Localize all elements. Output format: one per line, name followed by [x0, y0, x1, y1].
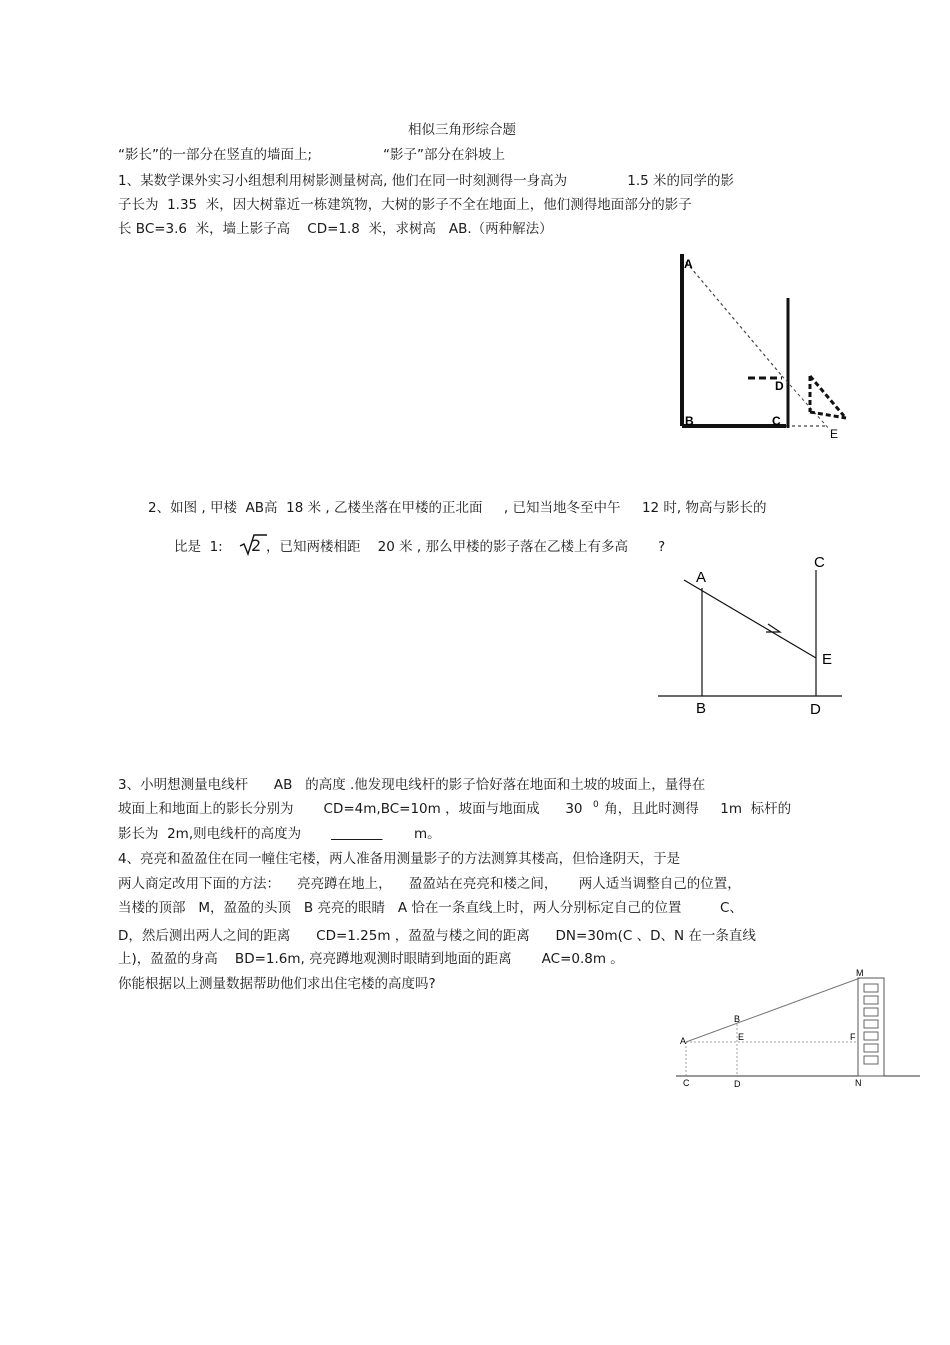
label-c: C: [683, 1078, 690, 1088]
q1-line2: 子长为 1.35 米，因大树靠近一栋建筑物，大树的影子不全在地面上，他们测得地面部分的影子: [118, 197, 692, 213]
window-2: [864, 996, 878, 1004]
q1-line3: 长 BC=3.6 米，墙上影子高 CD=1.8 米，求树高 AB.（两种解法）: [118, 221, 553, 237]
q1-diagram: [668, 250, 858, 450]
sun-ray: [684, 580, 816, 658]
arrow-head: [766, 624, 780, 632]
window-5: [864, 1032, 878, 1040]
q3-line3a: 影长为 2m,则电线杆的高度为: [118, 826, 323, 842]
label-e: E: [738, 1032, 745, 1042]
label-e: E: [822, 651, 833, 668]
label-f: F: [850, 1032, 856, 1042]
label-e: E: [830, 427, 839, 441]
label-c: C: [814, 554, 825, 571]
q3-degree-sup: 0: [593, 800, 599, 810]
label-a: A: [696, 569, 707, 586]
label-d: D: [810, 701, 821, 718]
label-a: A: [684, 257, 693, 271]
q3-line2a: 坡面上和地面上的影长分别为 CD=4m,BC=10m ，坡面与地面成 30: [118, 801, 583, 817]
label-m: M: [856, 968, 864, 978]
window-6: [864, 1044, 878, 1052]
label-d: D: [775, 379, 784, 393]
q3-line1: 3、小明想测量电线杆 AB 的高度 .他发现电线杆的影子恰好落在地面和土坡的坡面上，量得在: [118, 777, 706, 793]
window-1: [864, 984, 878, 992]
subtitle-left: “影长”的一部分在竖直的墙面上;: [118, 147, 313, 163]
window-3: [864, 1008, 878, 1016]
page-title: 相似三角形综合题: [408, 122, 516, 138]
window-4: [864, 1020, 878, 1028]
q3-line3b: m。: [414, 826, 441, 842]
label-a: A: [680, 1036, 687, 1046]
q4-line5: 上)，盈盈的身高 BD=1.6m, 亮亮蹲地观测时眼睛到地面的距离 AC=0.8m 。: [118, 951, 624, 967]
q2-diagram: [656, 550, 856, 720]
label-b: B: [685, 414, 694, 428]
q4-diagram: [676, 966, 926, 1096]
label-d: D: [734, 1079, 741, 1089]
q3-answer-blank[interactable]: [331, 825, 383, 843]
sqrt-radicand: 2: [251, 536, 262, 555]
q2-line2a: 比是 1:: [174, 539, 223, 555]
window-7: [864, 1056, 878, 1064]
q4-line3: 当楼的顶部 M，盈盈的头顶 B 亮亮的眼睛 A 恰在一条直线上时，两人分别标定自己的位置 C、: [118, 900, 743, 916]
q4-line6: 你能根据以上测量数据帮助他们求出住宅楼的高度吗?: [118, 976, 436, 992]
label-b: B: [734, 1014, 741, 1024]
sight-line: [686, 978, 860, 1042]
sun-ray-upper: [686, 262, 782, 376]
q2-line2b: ，已知两楼相距 20 米 , 那么甲楼的影子落在乙楼上有多高 ?: [266, 539, 666, 555]
q3-line2b: 角，且此时测得 1m 标杆的: [600, 801, 792, 817]
q2-line1: 2、如图 , 甲楼 AB高 18 米 , 乙楼坐落在甲楼的正北面 , 已知当地冬至中午 12 时, 物高与影长的: [148, 500, 767, 516]
label-b: B: [696, 700, 707, 717]
q4-line4: D，然后测出两人之间的距离 CD=1.25m ，盈盈与楼之间的距离 DN=30m(C 、D、N 在一条直线: [118, 928, 756, 944]
subtitle-right: “影子”部分在斜坡上: [383, 147, 505, 163]
label-c: C: [772, 414, 781, 428]
label-n: N: [855, 1078, 862, 1088]
q4-line1: 4、亮亮和盈盈住在同一幢住宅楼，两人准备用测量影子的方法测算其楼高，但恰逢阴天，于是: [118, 851, 681, 867]
q1-line1: 1、某数学课外实习小组想利用树影测量树高, 他们在同一时刻测得一身高为 1.5 米的同学的影: [118, 173, 735, 189]
building: [858, 978, 884, 1076]
q4-line2: 两人商定改用下面的方法： 亮亮蹲在地上， 盈盈站在亮亮和楼之间， 两人适当调整自己的位置，: [118, 876, 741, 892]
small-triangle-hyp: [810, 376, 844, 416]
